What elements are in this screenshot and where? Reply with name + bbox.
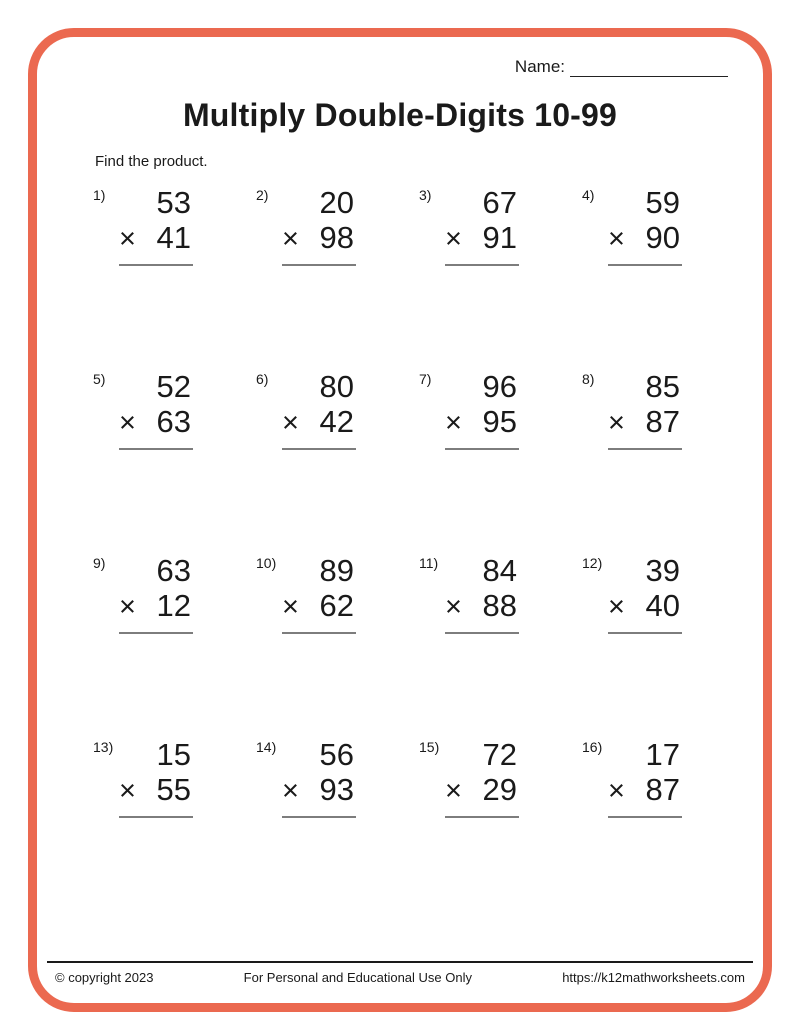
multiplier-row: [445, 404, 519, 441]
multiplier-row: [119, 588, 193, 625]
multiply-icon: ×: [445, 775, 462, 807]
problem-number: 2): [256, 187, 269, 203]
multiplier-row: [608, 772, 682, 809]
problem-number: 5): [93, 371, 106, 387]
multiplier: 90: [645, 220, 680, 255]
multiplier-row: [608, 588, 682, 625]
multiplicand: 53: [156, 185, 191, 220]
multiplier-row: [282, 220, 356, 257]
name-label: Name:: [514, 57, 565, 76]
problem-work-area: [282, 369, 356, 450]
multiplier-row: [119, 404, 193, 441]
problem-work-area: [282, 185, 356, 266]
multiplier: 40: [645, 588, 680, 623]
footer-url: https://k12mathworksheets.com: [562, 970, 745, 985]
multiply-icon: ×: [282, 775, 299, 807]
multiplicand: 96: [482, 369, 517, 404]
problems-grid: [93, 185, 682, 818]
problem-6: [256, 369, 356, 450]
multiplier: 95: [482, 404, 517, 439]
problem-work-area: [282, 737, 356, 818]
problem-7: [419, 369, 519, 450]
multiplier: 41: [156, 220, 191, 255]
problem-work-area: [608, 369, 682, 450]
problem-13: [93, 737, 193, 818]
problem-work-area: [608, 185, 682, 266]
problem-work-area: [445, 553, 519, 634]
problem-work-area: [608, 737, 682, 818]
multiply-icon: ×: [282, 407, 299, 439]
multiplier: 55: [156, 772, 191, 807]
multiply-icon: ×: [282, 591, 299, 623]
problem-number: 9): [93, 555, 106, 571]
multiplier-row: [445, 772, 519, 809]
problem-12: [582, 553, 682, 634]
multiplier-row: [445, 588, 519, 625]
problem-4: [582, 185, 682, 266]
multiplicand: 59: [645, 185, 680, 220]
multiplicand: 56: [319, 737, 354, 772]
problem-number: 1): [93, 187, 106, 203]
multiplier-row: [282, 404, 356, 441]
multiplicand: 72: [482, 737, 517, 772]
multiplier: 98: [319, 220, 354, 255]
multiplier: 42: [319, 404, 354, 439]
problem-16: [582, 737, 682, 818]
multiplier-row: [119, 772, 193, 809]
multiplier: 91: [482, 220, 517, 255]
multiply-icon: ×: [608, 223, 625, 255]
instruction-text: Find the product.: [95, 153, 208, 170]
multiplicand: 17: [645, 737, 680, 772]
problem-work-area: [445, 369, 519, 450]
multiplier: 87: [645, 404, 680, 439]
usage-text: For Personal and Educational Use Only: [243, 970, 473, 985]
multiplier-row: [282, 588, 356, 625]
problem-10: [256, 553, 356, 634]
problem-work-area: [119, 185, 193, 266]
multiply-icon: ×: [119, 223, 136, 255]
problem-1: [93, 185, 193, 266]
multiplicand: 84: [482, 553, 517, 588]
problem-2: [256, 185, 356, 266]
multiplicand: 52: [156, 369, 191, 404]
multiplicand: 67: [482, 185, 517, 220]
problem-5: [93, 369, 193, 450]
multiplier-row: [608, 220, 682, 257]
problem-number: 7): [419, 371, 432, 387]
problem-15: [419, 737, 519, 818]
multiplier: 12: [156, 588, 191, 623]
multiply-icon: ×: [119, 775, 136, 807]
multiplicand: 39: [645, 553, 680, 588]
problem-work-area: [119, 737, 193, 818]
multiplier-row: [608, 404, 682, 441]
multiplier-row: [445, 220, 519, 257]
multiply-icon: ×: [119, 407, 136, 439]
problem-work-area: [119, 553, 193, 634]
multiplier: 93: [319, 772, 354, 807]
multiplicand: 85: [645, 369, 680, 404]
problem-work-area: [282, 553, 356, 634]
multiply-icon: ×: [608, 407, 625, 439]
multiply-icon: ×: [445, 591, 462, 623]
problem-work-area: [445, 737, 519, 818]
problem-number: 10): [256, 555, 277, 571]
multiplier: 63: [156, 404, 191, 439]
name-blank-line: [570, 57, 728, 77]
name-field: [515, 57, 728, 77]
multiplicand: 15: [156, 737, 191, 772]
problem-14: [256, 737, 356, 818]
problem-number: 8): [582, 371, 595, 387]
multiply-icon: ×: [608, 591, 625, 623]
multiply-icon: ×: [282, 223, 299, 255]
multiply-icon: ×: [445, 223, 462, 255]
problem-number: 16): [582, 739, 603, 755]
multiplier: 88: [482, 588, 517, 623]
problem-number: 11): [419, 555, 439, 571]
page-title: Multiply Double-Digits 10-99: [182, 97, 618, 133]
problem-number: 4): [582, 187, 595, 203]
footer-divider: [47, 961, 753, 963]
multiplicand: 63: [156, 553, 191, 588]
footer: [55, 970, 745, 985]
multiply-icon: ×: [608, 775, 625, 807]
problem-number: 13): [93, 739, 114, 755]
problem-work-area: [608, 553, 682, 634]
multiplier-row: [282, 772, 356, 809]
problem-11: [419, 553, 519, 634]
problem-work-area: [445, 185, 519, 266]
multiply-icon: ×: [445, 407, 462, 439]
multiplicand: 80: [319, 369, 354, 404]
multiplier: 87: [645, 772, 680, 807]
problem-8: [582, 369, 682, 450]
multiplier-row: [119, 220, 193, 257]
multiply-icon: ×: [119, 591, 136, 623]
problem-number: 12): [582, 555, 603, 571]
copyright-text: © copyright 2023: [55, 970, 154, 985]
problem-number: 3): [419, 187, 432, 203]
multiplier: 29: [482, 772, 517, 807]
problem-number: 6): [256, 371, 269, 387]
multiplicand: 20: [319, 185, 354, 220]
problem-work-area: [119, 369, 193, 450]
problem-number: 14): [256, 739, 277, 755]
problem-3: [419, 185, 519, 266]
multiplier: 62: [319, 588, 354, 623]
problem-9: [93, 553, 193, 634]
multiplicand: 89: [319, 553, 354, 588]
problem-number: 15): [419, 739, 440, 755]
